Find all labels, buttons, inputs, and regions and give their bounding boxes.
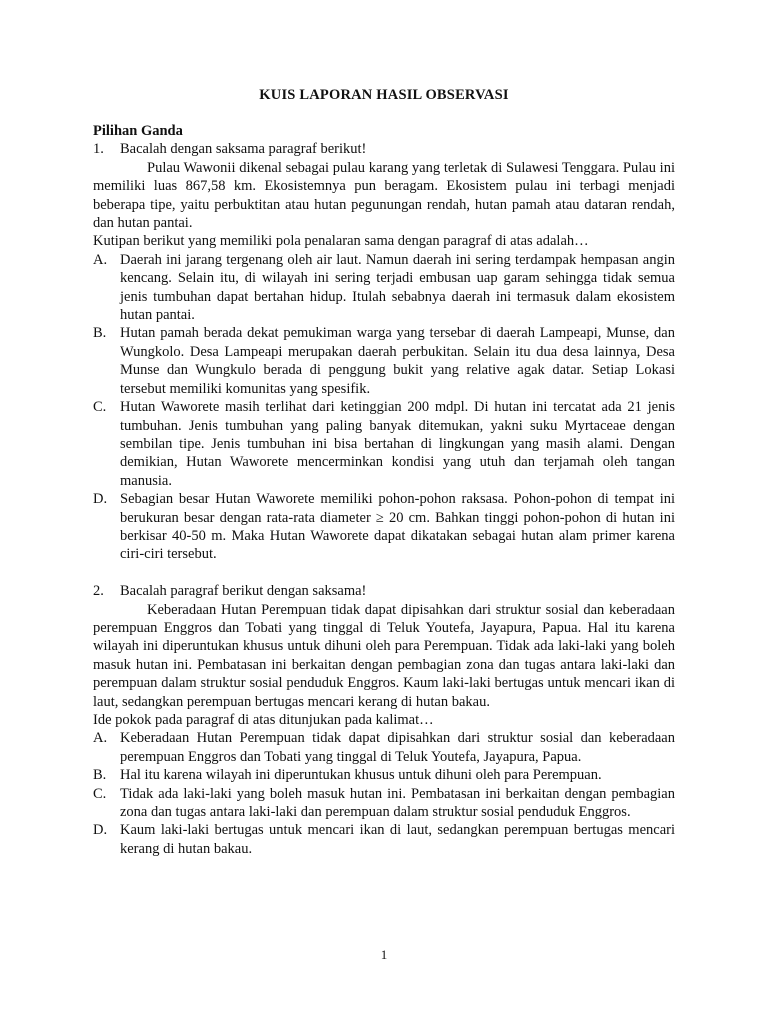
- option-letter: C.: [93, 785, 107, 802]
- question-instruction: Bacalah dengan saksama paragraf berikut!: [120, 141, 367, 158]
- option-d[interactable]: [93, 821, 675, 858]
- question-number: 1.: [93, 141, 104, 158]
- option-c[interactable]: [93, 398, 675, 490]
- question-instruction-row: [93, 140, 675, 158]
- option-text: Daerah ini jarang tergenang oleh air laut. Namun daerah ini sering terdampak hempasan angin kencang. Selain itu, di wilayah ini sering terjadi embusan uap garam sehingga tidak semua jenis tumbuhan dapat bertahan hidup. Itulah sebabnya daerah ini termasuk dalam ekosistem hutan pantai.: [120, 251, 675, 324]
- option-a[interactable]: [93, 251, 675, 325]
- question-prompt: Kutipan berikut yang memiliki pola penalaran sama dengan paragraf di atas adalah…: [93, 233, 589, 250]
- option-c[interactable]: [93, 785, 675, 822]
- question-number: 2.: [93, 583, 104, 600]
- option-letter: B.: [93, 767, 107, 784]
- document-body: [93, 122, 675, 858]
- option-text: Hal itu karena wilayah ini diperuntukan khusus untuk dihuni oleh para Perempuan.: [120, 767, 602, 784]
- option-text: Tidak ada laki-laki yang boleh masuk hutan ini. Pembatasan ini berkaitan dengan pembagian zona dan tugas antara laki-laki dan perempuan dalam struktur sosial penduduk Enggros.: [120, 785, 675, 821]
- option-letter: A.: [93, 251, 108, 268]
- page-number: 1: [380, 947, 388, 962]
- question-instruction-row: [93, 582, 675, 600]
- question-instruction: Bacalah paragraf berikut dengan saksama!: [120, 583, 367, 600]
- question-2: [93, 582, 675, 858]
- option-d[interactable]: [93, 490, 675, 564]
- question-prompt: Ide pokok pada paragraf di atas ditunjukan pada kalimat…: [93, 711, 434, 728]
- option-b[interactable]: [93, 324, 675, 398]
- option-letter: C.: [93, 399, 107, 416]
- option-text: Sebagian besar Hutan Waworete memiliki pohon-pohon raksasa. Pohon-pohon di tempat ini berukuran besar dengan rata-rata diameter ≥ 20 cm. Bahkan tinggi pohon-pohon di hutan ini berkisar 40-50 m. Maka Hutan Waworete dapat dikatakan sebagai hutan alam primer karena ciri-ciri tersebut.: [120, 491, 675, 563]
- section-heading: Pilihan Ganda: [93, 123, 183, 139]
- option-b[interactable]: [93, 766, 675, 784]
- document-title: KUIS LAPORAN HASIL OBSERVASI: [259, 87, 509, 103]
- option-letter: A.: [93, 730, 108, 747]
- option-a[interactable]: [93, 729, 675, 766]
- option-letter: D.: [93, 822, 108, 839]
- option-text: Keberadaan Hutan Perempuan tidak dapat dipisahkan dari struktur sosial dan keberadaan perempuan Enggros dan Tobati yang tinggal di Teluk Youtefa, Jayapura, Papua.: [120, 730, 675, 765]
- question-passage: Pulau Wawonii dikenal sebagai pulau karang yang terletak di Sulawesi Tenggara. Pulau ini memiliki luas 867,58 km. Ekosistemnya pun beragam. Ekosistem pulau ini terbagi menjadi beberapa tipe, yaitu perbuktitan atau hutan pegunungan rendah, hutan pamah atau dataran rendah, dan hutan pantai.: [93, 159, 675, 232]
- option-text: Kaum laki-laki bertugas untuk mencari ikan di laut, sedangkan perempuan bertugas mencari kerang di hutan bakau.: [120, 822, 675, 857]
- question-spacer: [93, 564, 675, 582]
- question-passage: Keberadaan Hutan Perempuan tidak dapat dipisahkan dari struktur sosial dan keberadaan perempuan Enggros dan Tobati yang tinggal di Teluk Youtefa, Jayapura, Papua. Hal itu karena wilayah ini diperuntukan khusus untuk dihuni oleh para Perempuan. Tidak ada laki-laki yang boleh masuk hutan ini. Pembatasan ini berkaitan dengan pembagian zona dan tugas antara laki-laki dan perempuan dalam struktur sosial penduduk Enggros. Kaum laki-laki bertugas untuk mencari ikan di laut, sedangkan perempuan bertugas mencari kerang di hutan bakau.: [93, 601, 675, 710]
- question-1: [93, 140, 675, 563]
- option-text: Hutan pamah berada dekat pemukiman warga yang tersebar di daerah Lampeapi, Munse, dan Wungkolo. Desa Lampeapi merupakan daerah perbukitan. Selain itu dua desa lainnya, Desa Munse dan Wungkulo berada di penggung bukit yang relative agak datar. Setiap Lokasi tersebut memiliki komunitas yang spesifik.: [120, 325, 675, 397]
- option-letter: B.: [93, 325, 107, 342]
- option-letter: D.: [93, 491, 108, 508]
- option-text: Hutan Waworete masih terlihat dari ketinggian 200 mdpl. Di hutan ini tercatat ada 21 jenis tumbuhan. Jenis tumbuhan yang paling banyak ditemukan, yakni suku Myrtaceae dengan sembilan tipe. Jenis tumbuhan ini bisa bertahan di lingkungan yang masih alami. Dengan demikian, Hutan Waworete mencerminkan kondisi yang utuh dan terjamah oleh tangan manusia.: [120, 399, 675, 489]
